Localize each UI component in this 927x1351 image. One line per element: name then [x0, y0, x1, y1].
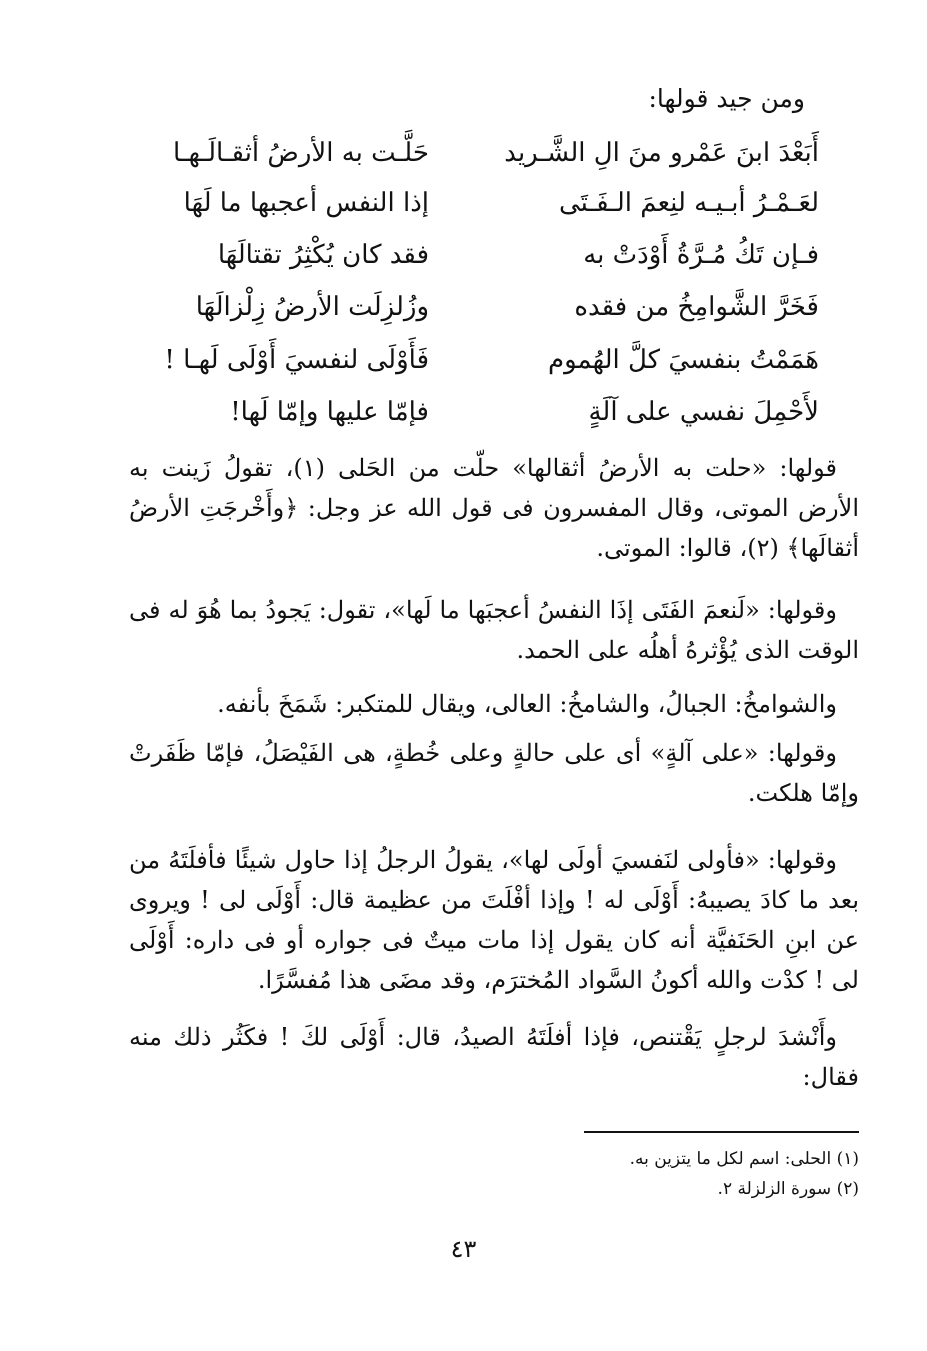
verse-line	[129, 335, 819, 385]
verse-first-hemistich: هَمَمْتُ بنفسيَ كلَّ الهُموم	[548, 345, 819, 375]
footnote: (٢) سورة الزلزلة ٢.	[717, 1179, 859, 1199]
paragraph-text: وقولها: «فأولى لنَفسيَ أولَى لها»، يقولُ الرجلُ إذا حاول شيئًا فأفلَتَهُ من بعد ما كادَ يصيبهُ: أَوْلَى له ! وإذا أفْلَتَ من عظيمة قال: أَوْلَى لى ! ويروى عن ابنِ الحَنَفيَّة أنه كان يقول إذا مات ميتٌ فى جواره أو فى داره: أَوْلَى لى ! كدْت والله أكونُ السَّواد المُخترَم، وقد مضَى هذا مُفسَّرًا.	[129, 846, 859, 994]
commentary-paragraph	[129, 733, 859, 813]
page-number: ٤٣	[450, 1235, 477, 1263]
verse-line	[129, 128, 819, 178]
verse-first-hemistich: أَبَعْدَ ابنَ عَمْرو منَ الِ الشَّـريد	[504, 138, 819, 168]
commentary-paragraph	[129, 448, 859, 568]
verse-first-hemistich: فـإن تَكُ مُـرَّةُ أَوْدَتْ به	[583, 240, 819, 270]
intro-line: ومن جيد قولها:	[648, 84, 805, 113]
footnote-divider	[584, 1131, 859, 1133]
paragraph-text: قولها: «حلت به الأرضُ أثقالها» حلّت من الحَلى (١)، تقولُ زَينت به الأرض الموتى، وقال المفسرون فى قول الله عز وجل: ﴿وأَخْرجَتِ الأرضُ أثقالَها﴾ (٢)، قالوا: الموتى.	[129, 454, 859, 562]
commentary-paragraph	[129, 1017, 859, 1097]
commentary-paragraph	[129, 684, 859, 724]
commentary-paragraph	[129, 840, 859, 1000]
paragraph-text: وأَنْشدَ لرجلٍ يَقْتنص، فإذا أفلَتَهُ الصيدُ، قال: أَوْلَى لكَ ! فكَثُر ذلك منه فقال:	[129, 1023, 859, 1091]
verse-first-hemistich: لأَحْمِلَ نفسي على آلَةٍ	[588, 397, 819, 427]
verse-second-hemistich: فإمّا عليها وإمّا لَها!	[230, 397, 429, 427]
verse-first-hemistich: فَخَرَّ الشَّوامِخُ من فقده	[574, 292, 819, 322]
verse-second-hemistich: فقد كان يُكْثِرُ تقتالَهَا	[217, 240, 429, 270]
paragraph-text: والشوامخُ: الجبالُ، والشامخُ: العالى، ويقال للمتكبر: شَمَخَ بأنفه.	[217, 690, 837, 718]
verse-line	[129, 230, 819, 280]
verse-second-hemistich: فَأَوْلَى لنفسيَ أَوْلَى لَهـا !	[164, 345, 429, 375]
footnote: (١) الحلى: اسم لكل ما يتزين به.	[629, 1149, 859, 1169]
verse-line	[129, 178, 819, 228]
verse-first-hemistich: لعَـمْـرُ أبـيـه لنِعمَ الـفَـتَى	[558, 188, 819, 218]
verse-second-hemistich: حَلَّـت به الأرضُ أثقـالَـهـا	[172, 138, 429, 168]
verse-line	[129, 387, 819, 437]
commentary-paragraph	[129, 590, 859, 670]
paragraph-text: وقولها: «لَنعمَ الفَتَى إذَا النفسُ أعجبَها ما لَها»، تقول: يَجودُ بما هُوَ له فى الوقت الذى يُؤْثرهُ أهلُه على الحمد.	[129, 596, 859, 664]
verse-second-hemistich: إذا النفس أعجبها ما لَهَا	[183, 188, 429, 218]
verse-line	[129, 282, 819, 332]
verse-second-hemistich: وزُلزِلَت الأرضُ زِلْزالَهَا	[195, 292, 429, 322]
paragraph-text: وقولها: «على آلةٍ» أى على حالةٍ وعلى خُطةٍ، هى الفَيْصَلُ، فإمّا ظَفَرتْ وإمّا هلكت.	[129, 739, 859, 807]
